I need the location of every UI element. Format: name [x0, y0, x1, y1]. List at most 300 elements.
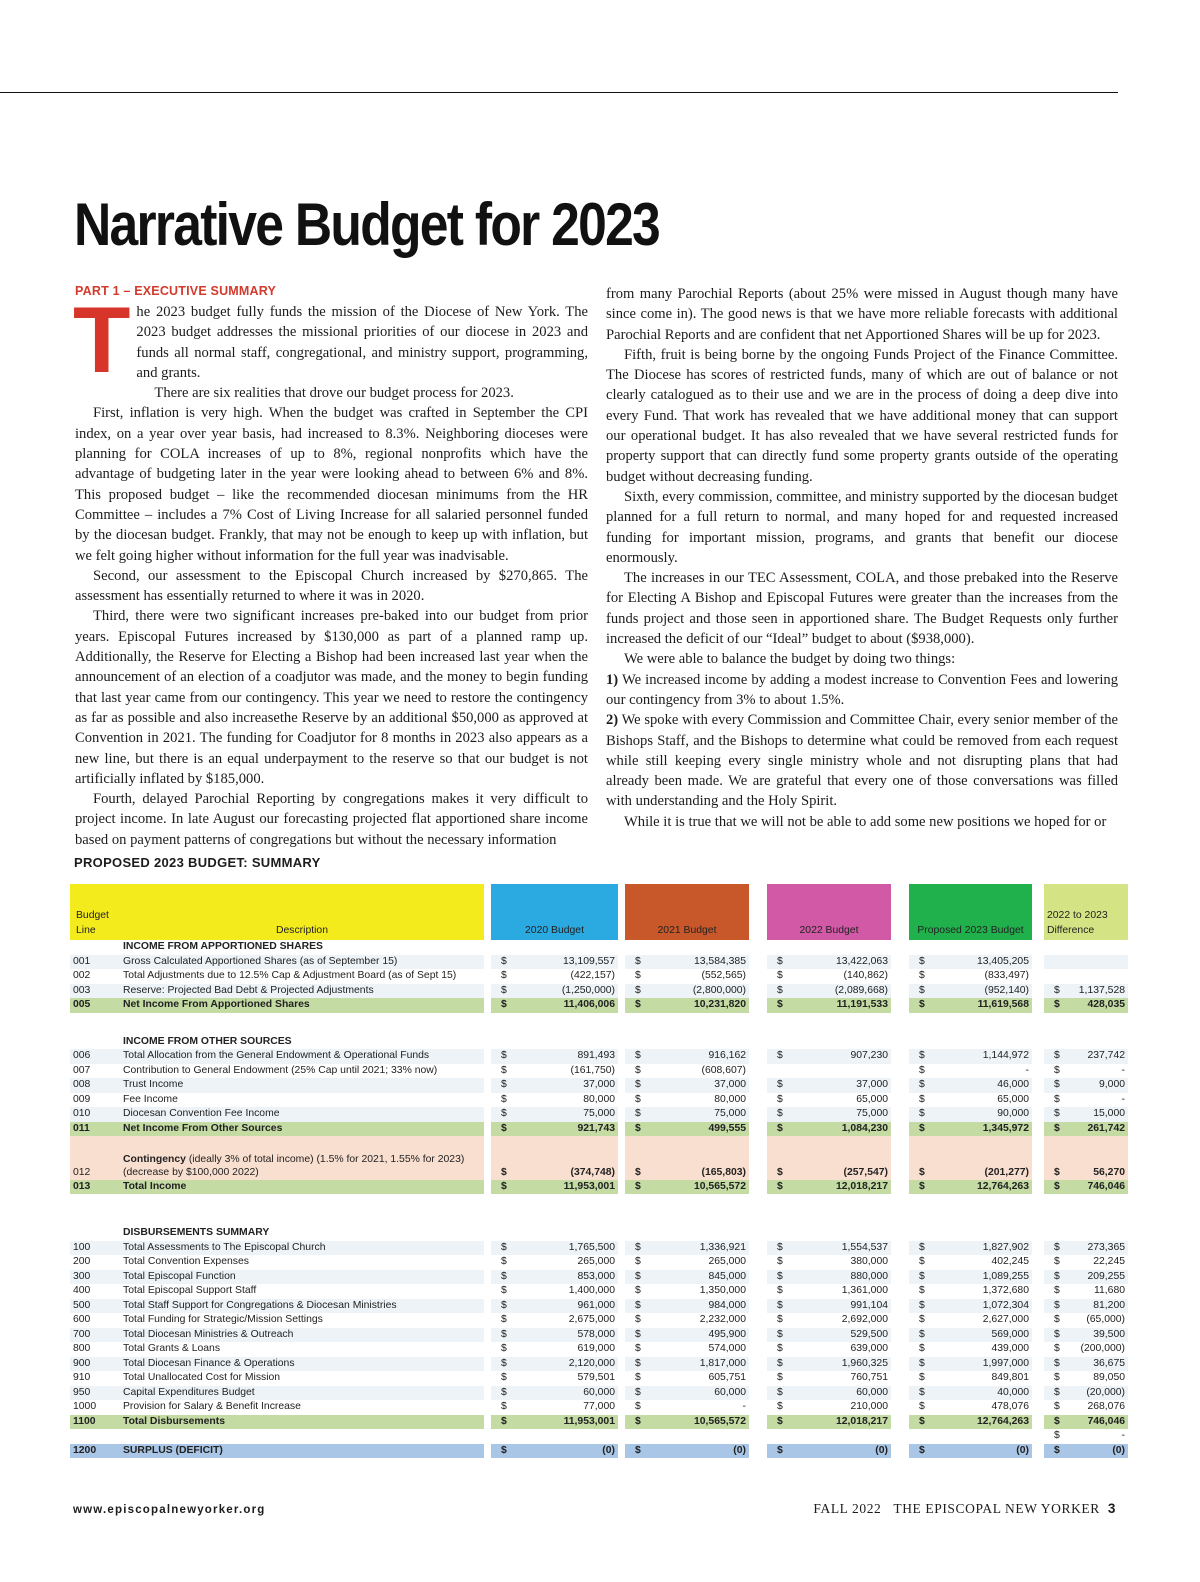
budget-line: 800	[73, 1343, 91, 1354]
currency-sign: $	[919, 1093, 925, 1105]
list-marker: 1)	[606, 671, 619, 688]
amount-v2022: 760,751	[850, 1372, 888, 1383]
currency-sign: $	[1054, 1372, 1060, 1383]
amount-v2023: 1,345,972	[939, 1122, 1032, 1137]
currency-sign: $	[1044, 998, 1069, 1013]
amount-v2020: 853,000	[521, 1270, 618, 1285]
budget-line: 600	[73, 1314, 91, 1325]
table-row	[70, 1429, 1128, 1444]
table-row	[70, 1064, 1128, 1079]
amount-diff: 1,137,528	[1069, 984, 1128, 999]
currency-sign: $	[777, 1343, 783, 1354]
currency-sign: $	[909, 1151, 939, 1180]
amount-v2023: (201,277)	[939, 1151, 1032, 1180]
currency-sign: $	[777, 1256, 783, 1267]
amount-v2021: 605,751	[708, 1372, 746, 1383]
amount-v2023: 1,072,304	[939, 1299, 1032, 1314]
currency-sign: $	[909, 1049, 939, 1064]
amount-v2023: 12,764,263	[939, 1180, 1032, 1195]
budget-line: 009	[73, 1093, 91, 1105]
amount-v2022: 13,422,063	[797, 955, 891, 970]
currency-sign: $	[767, 1180, 797, 1195]
section-heading-row	[70, 1226, 1128, 1241]
currency-sign: $	[777, 1372, 783, 1383]
currency-sign: $	[767, 1444, 797, 1459]
list-marker: 2)	[606, 712, 619, 729]
currency-sign: $	[909, 1357, 939, 1372]
currency-sign: $	[1044, 1386, 1069, 1401]
amount-v2023: (833,497)	[984, 970, 1029, 981]
table-row	[70, 1386, 1128, 1401]
budget-line: 011	[70, 1122, 120, 1137]
surplus-row	[70, 1444, 1128, 1459]
line-description: Reserve: Projected Bad Debt & Projected Adjustments	[120, 984, 484, 999]
amount-diff: 209,255	[1069, 1270, 1128, 1285]
amount-v2021: 1,336,921	[655, 1241, 749, 1256]
amount-diff: -	[1121, 1093, 1126, 1105]
amount-diff: (200,000)	[1080, 1343, 1126, 1354]
amount-v2020: 2,675,000	[568, 1314, 615, 1325]
currency-sign: $	[1044, 1151, 1069, 1180]
currency-sign: $	[767, 1049, 797, 1064]
currency-sign	[767, 1064, 797, 1079]
table-title: PROPOSED 2023 BUDGET: SUMMARY	[74, 855, 321, 870]
amount-v2020: 60,000	[521, 1386, 618, 1401]
currency-sign: $	[909, 998, 939, 1013]
currency-sign: $	[767, 1357, 797, 1372]
amount-diff: 11,680	[1094, 1285, 1126, 1296]
paragraph: Third, there were two significant increases pre-baked into our budget from prior years. Episcopal Futures increased by $130,000 as part of a planned ramp up. Additionally, the Reserve for Electing a Bishop had been increased last year when the announcement of an election of a coadjutor was made, and the money to begin funding that last year came from our contingency. This year we need to restore the contingency as far as possible and also increasethe Reserve by an additional $50,000 as approved at Convention in 2021. The funding for Coadjutor for 8 months in 2023 also appears as a new line, but there is an equal underpayment to the reserve so that our budget is not artificially inflated by $185,000.	[75, 608, 588, 787]
currency-sign: $	[767, 1122, 797, 1137]
page-number: 3	[1107, 1501, 1116, 1516]
amount-diff: 273,365	[1069, 1241, 1128, 1256]
currency-sign: $	[625, 1078, 655, 1093]
table-row	[70, 1093, 1128, 1108]
table-row	[70, 955, 1128, 970]
list-item: 2) We spoke with every Commission and Committee Chair, every senior member of the Bishops Staff, and the Bishops to determine what could be removed from each request while still keeping every single ministry whole and not disrupting plans that had already been made. We are grateful that every one of those conversations was filled with understanding and the Holy Spirit.	[606, 712, 1119, 810]
currency-sign: $	[491, 1444, 521, 1459]
currency-sign: $	[1054, 1343, 1060, 1354]
section-heading: INCOME FROM OTHER SOURCES	[123, 1035, 292, 1047]
amount-v2021: 265,000	[708, 1256, 746, 1267]
currency-sign: $	[1044, 1180, 1069, 1195]
amount-v2020: 1,765,500	[521, 1241, 618, 1256]
amount-diff: 428,035	[1069, 998, 1128, 1013]
currency-sign: $	[625, 1357, 655, 1372]
line-description: Total Diocesan Ministries & Outreach	[120, 1328, 484, 1343]
article-column-right	[606, 284, 1118, 832]
line-description: Total Episcopal Function	[120, 1270, 484, 1285]
currency-sign: $	[635, 1093, 641, 1105]
amount-v2023: 569,000	[939, 1328, 1032, 1343]
currency-sign: $	[767, 1241, 797, 1256]
table-row	[70, 969, 1128, 984]
amount-v2020: 77,000	[583, 1401, 615, 1412]
amount-v2021: (0)	[655, 1444, 749, 1459]
currency-sign: $	[767, 984, 797, 999]
amount-diff: (65,000)	[1086, 1314, 1126, 1325]
total-row	[70, 998, 1128, 1013]
currency-sign: $	[491, 1078, 521, 1093]
amount-v2023: 12,764,263	[939, 1415, 1032, 1430]
section-heading-row	[70, 940, 1128, 955]
amount-v2020: (1,250,000)	[521, 984, 618, 999]
currency-sign: $	[491, 955, 521, 970]
amount-v2020: (161,750)	[570, 1064, 615, 1076]
amount-v2020: 961,000	[521, 1299, 618, 1314]
amount-v2023: -	[1025, 1064, 1029, 1076]
budget-line: 400	[73, 1285, 91, 1296]
amount-v2023: 478,076	[991, 1401, 1029, 1412]
amount-v2022: 1,960,325	[797, 1357, 891, 1372]
amount-v2023: 1,372,680	[982, 1285, 1029, 1296]
currency-sign: $	[625, 1328, 655, 1343]
currency-sign: $	[767, 955, 797, 970]
currency-sign: $	[625, 955, 655, 970]
currency-sign: $	[625, 1386, 655, 1401]
amount-diff: 268,076	[1087, 1401, 1126, 1412]
amount-v2023: 402,245	[991, 1256, 1029, 1267]
budget-line: 012	[70, 1151, 120, 1180]
currency-sign: $	[635, 1401, 641, 1412]
paragraph: Fourth, delayed Parochial Reporting by congregations makes it very difficult to project income. In late August our forecasting projected flat apportioned share income based on payment patterns of congregations but without the necessary information	[75, 791, 588, 848]
footer-publication	[813, 1501, 1116, 1517]
table-row	[70, 1255, 1128, 1270]
line-description: Total Allocation from the General Endowment & Operational Funds	[120, 1049, 484, 1064]
currency-sign: $	[635, 1285, 641, 1296]
budget-line: 100	[70, 1241, 120, 1256]
currency-sign: $	[909, 1444, 939, 1459]
currency-sign: $	[491, 1241, 521, 1256]
budget-line: 1000	[73, 1401, 97, 1412]
paragraph: he 2023 budget fully funds the mission of the Diocese of New York. The 2023 budget addresses the missional priorities of our diocese in 2023 and funds all normal staff, congregational, and ministry support, programming, and grants.	[136, 304, 588, 381]
amount-v2022: 12,018,217	[797, 1415, 891, 1430]
currency-sign: $	[501, 1401, 507, 1412]
budget-line: 910	[73, 1372, 91, 1383]
header-difference: 2022 to 2023 Difference	[1044, 884, 1128, 940]
currency-sign: $	[777, 1285, 783, 1296]
currency-sign: $	[501, 1093, 507, 1105]
currency-sign: $	[635, 1064, 641, 1076]
currency-sign: $	[625, 1299, 655, 1314]
amount-v2023: 40,000	[939, 1386, 1032, 1401]
table-row	[70, 1078, 1128, 1093]
amount-v2022: 75,000	[797, 1107, 891, 1122]
amount-diff	[1069, 955, 1128, 970]
currency-sign: $	[635, 1256, 641, 1267]
amount-diff: 39,500	[1069, 1328, 1128, 1343]
amount-diff	[1069, 969, 1128, 984]
currency-sign: $	[1054, 1314, 1060, 1325]
table-row	[70, 1342, 1128, 1357]
currency-sign: $	[1044, 1328, 1069, 1343]
currency-sign: $	[1054, 1256, 1060, 1267]
amount-v2023: 46,000	[939, 1078, 1032, 1093]
line-description: Total Assessments to The Episcopal Church	[120, 1241, 484, 1256]
amount-v2020: 11,953,001	[521, 1180, 618, 1195]
line-description	[120, 1151, 484, 1180]
currency-sign: $	[491, 998, 521, 1013]
header-2021-budget: 2021 Budget	[625, 884, 749, 940]
top-rule	[0, 92, 1118, 93]
amount-v2021: 916,162	[655, 1049, 749, 1064]
currency-sign: $	[491, 984, 521, 999]
table-row	[70, 1328, 1128, 1343]
currency-sign: $	[625, 984, 655, 999]
currency-sign: $	[1044, 984, 1069, 999]
amount-v2021: (165,803)	[655, 1151, 749, 1180]
currency-sign: $	[491, 1107, 521, 1122]
budget-line: 500	[70, 1299, 120, 1314]
currency-sign: $	[491, 1049, 521, 1064]
amount-v2022: 1,084,230	[797, 1122, 891, 1137]
currency-sign: $	[767, 1415, 797, 1430]
amount-v2023: 1,144,972	[939, 1049, 1032, 1064]
line-description: Trust Income	[120, 1078, 484, 1093]
currency-sign: $	[625, 998, 655, 1013]
currency-sign: $	[501, 1064, 507, 1076]
table-row	[70, 1299, 1128, 1314]
header-2020-budget: 2020 Budget	[491, 884, 618, 940]
amount-v2022: 37,000	[797, 1078, 891, 1093]
section-kicker: PART 1 – EXECUTIVE SUMMARY	[75, 284, 277, 298]
header-budget-line: Budget Line	[70, 884, 120, 940]
table-row	[70, 1241, 1128, 1256]
currency-sign: $	[625, 1270, 655, 1285]
line-description: Total Staff Support for Congregations & Diocesan Ministries	[120, 1299, 484, 1314]
amount-v2022: 991,104	[797, 1299, 891, 1314]
amount-v2021: 60,000	[655, 1386, 749, 1401]
amount-v2020: 1,400,000	[568, 1285, 615, 1296]
amount-v2021: 10,565,572	[655, 1180, 749, 1195]
currency-sign: $	[501, 1256, 507, 1267]
amount-v2021: 80,000	[714, 1093, 746, 1105]
amount-diff: (0)	[1069, 1444, 1128, 1459]
article-column-left	[75, 283, 588, 850]
total-income-row	[70, 1180, 1128, 1195]
paragraph: We were able to balance the budget by doing two things:	[624, 651, 956, 668]
paragraph: The increases in our TEC Assessment, COLA, and those prebaked into the Reserve for Electing A Bishop and Episcopal Futures were greater than the increases from the funds project and those seen in apportioned share. The Budget Requests only further increased the deficit of our “Ideal” budget to about ($938,000).	[606, 570, 1118, 648]
amount-v2022: (0)	[797, 1444, 891, 1459]
footer-issue: FALL 2022	[813, 1501, 882, 1516]
line-description: Net Income From Other Sources	[120, 1122, 484, 1137]
currency-sign: $	[909, 1328, 939, 1343]
amount-v2021: (608,607)	[701, 1064, 746, 1076]
amount-v2023: 13,405,205	[939, 955, 1032, 970]
line-description: Total Grants & Loans	[123, 1343, 221, 1354]
budget-line: 013	[70, 1180, 120, 1195]
amount-v2021: 10,231,820	[655, 998, 749, 1013]
line-description: Provision for Salary & Benefit Increase	[123, 1401, 301, 1412]
currency-sign: $	[909, 984, 939, 999]
amount-v2022: 380,000	[850, 1256, 888, 1267]
amount-v2020: 265,000	[577, 1256, 615, 1267]
currency-sign: $	[919, 1314, 925, 1325]
amount-v2022: (257,547)	[797, 1151, 891, 1180]
currency-sign: $	[1054, 1093, 1060, 1105]
line-description: Total Episcopal Support Staff	[123, 1285, 257, 1296]
line-description: Total Unallocated Cost for Mission	[123, 1372, 281, 1383]
amount-v2022: 1,554,537	[797, 1241, 891, 1256]
amount-v2022: 60,000	[797, 1386, 891, 1401]
amount-v2020: 37,000	[521, 1078, 618, 1093]
currency-sign: $	[491, 1180, 521, 1195]
line-description: Fee Income	[123, 1093, 178, 1105]
amount-diff: 746,046	[1069, 1180, 1128, 1195]
amount-v2021: (552,565)	[701, 970, 746, 981]
currency-sign: $	[501, 970, 507, 981]
drop-cap: T	[73, 287, 131, 392]
currency-sign: $	[635, 1314, 641, 1325]
footer-magazine: THE EPISCOPAL NEW YORKER	[893, 1501, 1100, 1516]
currency-sign: $	[777, 1401, 783, 1412]
currency-sign: $	[767, 998, 797, 1013]
section-heading: INCOME FROM APPORTIONED SHARES	[123, 941, 323, 952]
contingency-label: Contingency	[123, 1153, 186, 1165]
currency-sign: $	[491, 1357, 521, 1372]
currency-sign: $	[767, 1107, 797, 1122]
amount-v2021: 1,350,000	[699, 1285, 746, 1296]
currency-sign: $	[909, 1299, 939, 1314]
amount-v2021: 13,584,385	[655, 955, 749, 970]
currency-sign: $	[909, 1415, 939, 1430]
currency-sign: $	[491, 1328, 521, 1343]
total-row	[70, 1415, 1128, 1430]
budget-line: 200	[73, 1256, 91, 1267]
line-description: Contribution to General Endowment (25% Cap until 2021; 33% now)	[123, 1064, 438, 1076]
currency-sign: $	[777, 1093, 783, 1105]
currency-sign: $	[491, 1299, 521, 1314]
currency-sign: $	[909, 1180, 939, 1195]
amount-v2022: 1,361,000	[841, 1285, 888, 1296]
amount-v2021: 574,000	[708, 1343, 746, 1354]
currency-sign: $	[919, 970, 925, 981]
currency-sign: $	[767, 1328, 797, 1343]
table-row	[70, 1049, 1128, 1064]
currency-sign: $	[919, 1372, 925, 1383]
table-row	[70, 1284, 1128, 1299]
currency-sign: $	[1044, 1415, 1069, 1430]
line-description: Diocesan Convention Fee Income	[120, 1107, 484, 1122]
amount-v2020: 579,501	[577, 1372, 615, 1383]
budget-line: 003	[70, 984, 120, 999]
amount-v2021: 10,565,572	[655, 1415, 749, 1430]
currency-sign: $	[1044, 1241, 1069, 1256]
currency-sign: $	[909, 1241, 939, 1256]
line-description: Total Adjustments due to 12.5% Cap & Adjustment Board (as of Sept 15)	[123, 970, 457, 981]
currency-sign: $	[625, 1241, 655, 1256]
currency-sign: $	[1044, 1122, 1069, 1137]
currency-sign: $	[1054, 1064, 1060, 1076]
budget-line: 002	[73, 970, 91, 981]
amount-diff: -	[1121, 1430, 1126, 1441]
amount-v2021: 984,000	[655, 1299, 749, 1314]
table-row	[70, 1371, 1128, 1386]
amount-v2021: 1,817,000	[655, 1357, 749, 1372]
currency-sign: $	[767, 1270, 797, 1285]
table-row	[70, 1357, 1128, 1372]
budget-line: 001	[70, 955, 120, 970]
budget-line: 700	[70, 1328, 120, 1343]
currency-sign: $	[1054, 1401, 1060, 1412]
amount-v2021: 495,900	[655, 1328, 749, 1343]
amount-v2022	[797, 1064, 891, 1079]
line-description: Capital Expenditures Budget	[120, 1386, 484, 1401]
line-description: Gross Calculated Apportioned Shares (as of September 15)	[120, 955, 484, 970]
amount-v2021: 2,232,000	[699, 1314, 746, 1325]
list-item: 1) We increased income by adding a modest increase to Convention Fees and lowering our contingency from 3% to about 1.5%.	[606, 671, 1118, 708]
currency-sign: $	[919, 1285, 925, 1296]
amount-v2022: (2,089,668)	[797, 984, 891, 999]
amount-diff: 81,200	[1069, 1299, 1128, 1314]
header-2023-budget: Proposed 2023 Budget	[909, 884, 1032, 940]
currency-sign: $	[625, 1107, 655, 1122]
line-description: SURPLUS (DEFICIT)	[120, 1444, 484, 1459]
amount-v2023: 1,997,000	[939, 1357, 1032, 1372]
amount-v2020: 619,000	[577, 1343, 615, 1354]
amount-v2020: 75,000	[521, 1107, 618, 1122]
currency-sign: $	[1044, 1107, 1069, 1122]
currency-sign: $	[625, 1180, 655, 1195]
table-header-row	[70, 884, 1128, 940]
amount-v2023: (0)	[939, 1444, 1032, 1459]
line-description: Net Income From Apportioned Shares	[120, 998, 484, 1013]
amount-v2020: 80,000	[583, 1093, 615, 1105]
amount-diff: 237,742	[1069, 1049, 1128, 1064]
amount-diff: 56,270	[1069, 1151, 1128, 1180]
currency-sign: $	[767, 1078, 797, 1093]
currency-sign: $	[767, 1151, 797, 1180]
currency-sign: $	[1044, 1357, 1069, 1372]
amount-v2020: (0)	[521, 1444, 618, 1459]
amount-v2022: 529,500	[797, 1328, 891, 1343]
currency-sign: $	[635, 1372, 641, 1383]
amount-diff: 15,000	[1069, 1107, 1128, 1122]
currency-sign: $	[501, 1372, 507, 1383]
amount-v2023: 849,801	[991, 1372, 1029, 1383]
amount-v2023: 90,000	[939, 1107, 1032, 1122]
amount-v2022: 639,000	[850, 1343, 888, 1354]
amount-v2021: 845,000	[655, 1270, 749, 1285]
amount-diff: 36,675	[1069, 1357, 1128, 1372]
total-row	[70, 1122, 1128, 1137]
currency-sign: $	[909, 1122, 939, 1137]
currency-sign: $	[919, 1256, 925, 1267]
amount-v2020: 891,493	[521, 1049, 618, 1064]
header-2022-budget: 2022 Budget	[767, 884, 891, 940]
amount-v2023: 1,827,902	[939, 1241, 1032, 1256]
currency-sign: $	[1054, 1285, 1060, 1296]
currency-sign: $	[1044, 1444, 1069, 1459]
budget-line: 1100	[70, 1415, 120, 1430]
amount-v2021: (2,800,000)	[655, 984, 749, 999]
table-row	[70, 984, 1128, 999]
amount-v2023: (952,140)	[939, 984, 1032, 999]
budget-line: 008	[70, 1078, 120, 1093]
page-title: Narrative Budget for 2023	[74, 191, 660, 258]
budget-line: 010	[70, 1107, 120, 1122]
line-description: Total Diocesan Finance & Operations	[120, 1357, 484, 1372]
contingency-note: (ideally 3% of total income) (1.5% for 2021, 1.55% for 2023) (decrease by $100,000 2022)	[123, 1153, 465, 1178]
budget-table	[70, 884, 1128, 1458]
amount-v2022: 2,692,000	[841, 1314, 888, 1325]
currency-sign: $	[625, 1444, 655, 1459]
contingency-row	[70, 1151, 1128, 1180]
budget-line: 005	[70, 998, 120, 1013]
paragraph: from many Parochial Reports (about 25% were missed in August though many have since come in). The good news is that we have more reliable forecasts with additional Parochial Reports and are confident that net Apportioned Shares will be up for 2023.	[606, 286, 1118, 343]
currency-sign: $	[501, 1314, 507, 1325]
section-heading-row	[70, 1035, 1128, 1050]
